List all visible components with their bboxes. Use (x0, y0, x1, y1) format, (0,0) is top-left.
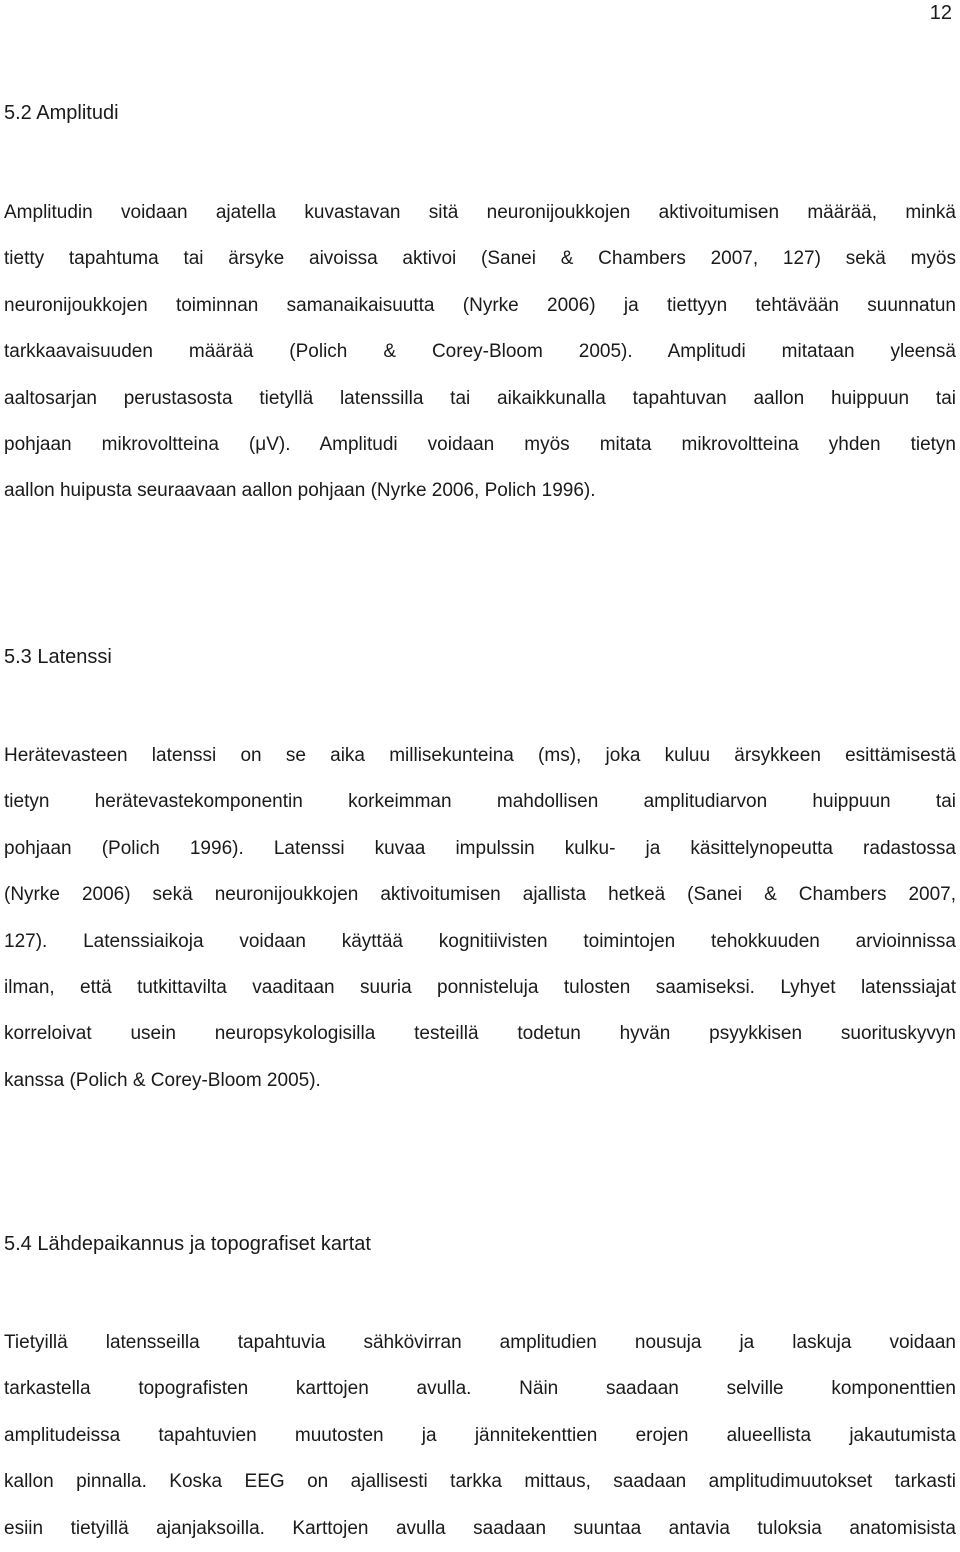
text-line: (Nyrke 2006) sekä neuronijoukkojen aktivoitumisen ajallista hetkeä (Sanei & Chambers 2007, (4, 884, 956, 906)
text-line: korreloivat usein neuropsykologisilla testeillä todetun hyvän psyykkisen suorituskyvyn (4, 1023, 956, 1045)
paragraph-lahdepaikannus (4, 1320, 956, 1552)
section-heading-latenssi: 5.3 Latenssi (4, 646, 112, 668)
text-line: pohjaan mikrovoltteina (μV). Amplitudi voidaan myös mitata mikrovoltteina yhden tietyn (4, 433, 956, 455)
text-line: kanssa (Polich & Corey-Bloom 2005). (4, 1069, 321, 1091)
paragraph-amplitudi (4, 190, 956, 515)
text-line: neuronijoukkojen toiminnan samanaikaisuutta (Nyrke 2006) ja tiettyyn tehtävään suunnatun (4, 294, 956, 316)
text-line: esiin tietyillä ajanjaksoilla. Karttojen avulla saadaan suuntaa antavia tuloksia anatomisista (4, 1517, 956, 1539)
section-heading-amplitudi: 5.2 Amplitudi (4, 102, 119, 124)
text-line: aaltosarjan perustasosta tietyllä latenssilla tai aikaikkunalla tapahtuvan aallon huippuun tai (4, 387, 956, 409)
section-heading-lahdepaikannus: 5.4 Lähdepaikannus ja topografiset kartat (4, 1233, 371, 1255)
text-line: tietty tapahtuma tai ärsyke aivoissa aktivoi (Sanei & Chambers 2007, 127) sekä myös (4, 248, 956, 270)
text-line: Amplitudin voidaan ajatella kuvastavan sitä neuronijoukkojen aktivoitumisen määrää, minkä (4, 202, 956, 223)
paragraph-latenssi (4, 733, 956, 1104)
text-line: aallon huipusta seuraavaan aallon pohjaan (Nyrke 2006, Polich 1996). (4, 480, 596, 502)
text-line: 127). Latenssiaikoja voidaan käyttää kognitiivisten toimintojen tehokkuuden arvioinnissa (4, 930, 956, 952)
text-line: ilman, että tutkittavilta vaaditaan suuria ponnisteluja tulosten saamiseksi. Lyhyet latenssiajat (4, 976, 956, 998)
text-line: tarkkaavaisuuden määrää (Polich & Corey-Bloom 2005). Amplitudi mitataan yleensä (4, 341, 956, 363)
text-line: pohjaan (Polich 1996). Latenssi kuvaa impulssin kulku- ja käsittelynopeutta radastossa (4, 837, 956, 859)
text-line: amplitudeissa tapahtuvien muutosten ja jännitekenttien erojen alueellista jakautumista (4, 1424, 956, 1446)
text-line: tarkastella topografisten karttojen avulla. Näin saadaan selville komponenttien (4, 1378, 956, 1400)
text-line: kallon pinnalla. Koska EEG on ajallisesti tarkka mittaus, saadaan amplitudimuutokset tarkasti (4, 1471, 956, 1493)
text-line: Herätevasteen latenssi on se aika millisekunteina (ms), joka kuluu ärsykkeen esittämisestä (4, 745, 956, 766)
page-number: 12 (929, 2, 952, 24)
text-line: tietyn herätevastekomponentin korkeimman mahdollisen amplitudiarvon huippuun tai (4, 791, 956, 813)
text-line: Tietyillä latensseilla tapahtuvia sähkövirran amplitudien nousuja ja laskuja voidaan (4, 1332, 956, 1353)
